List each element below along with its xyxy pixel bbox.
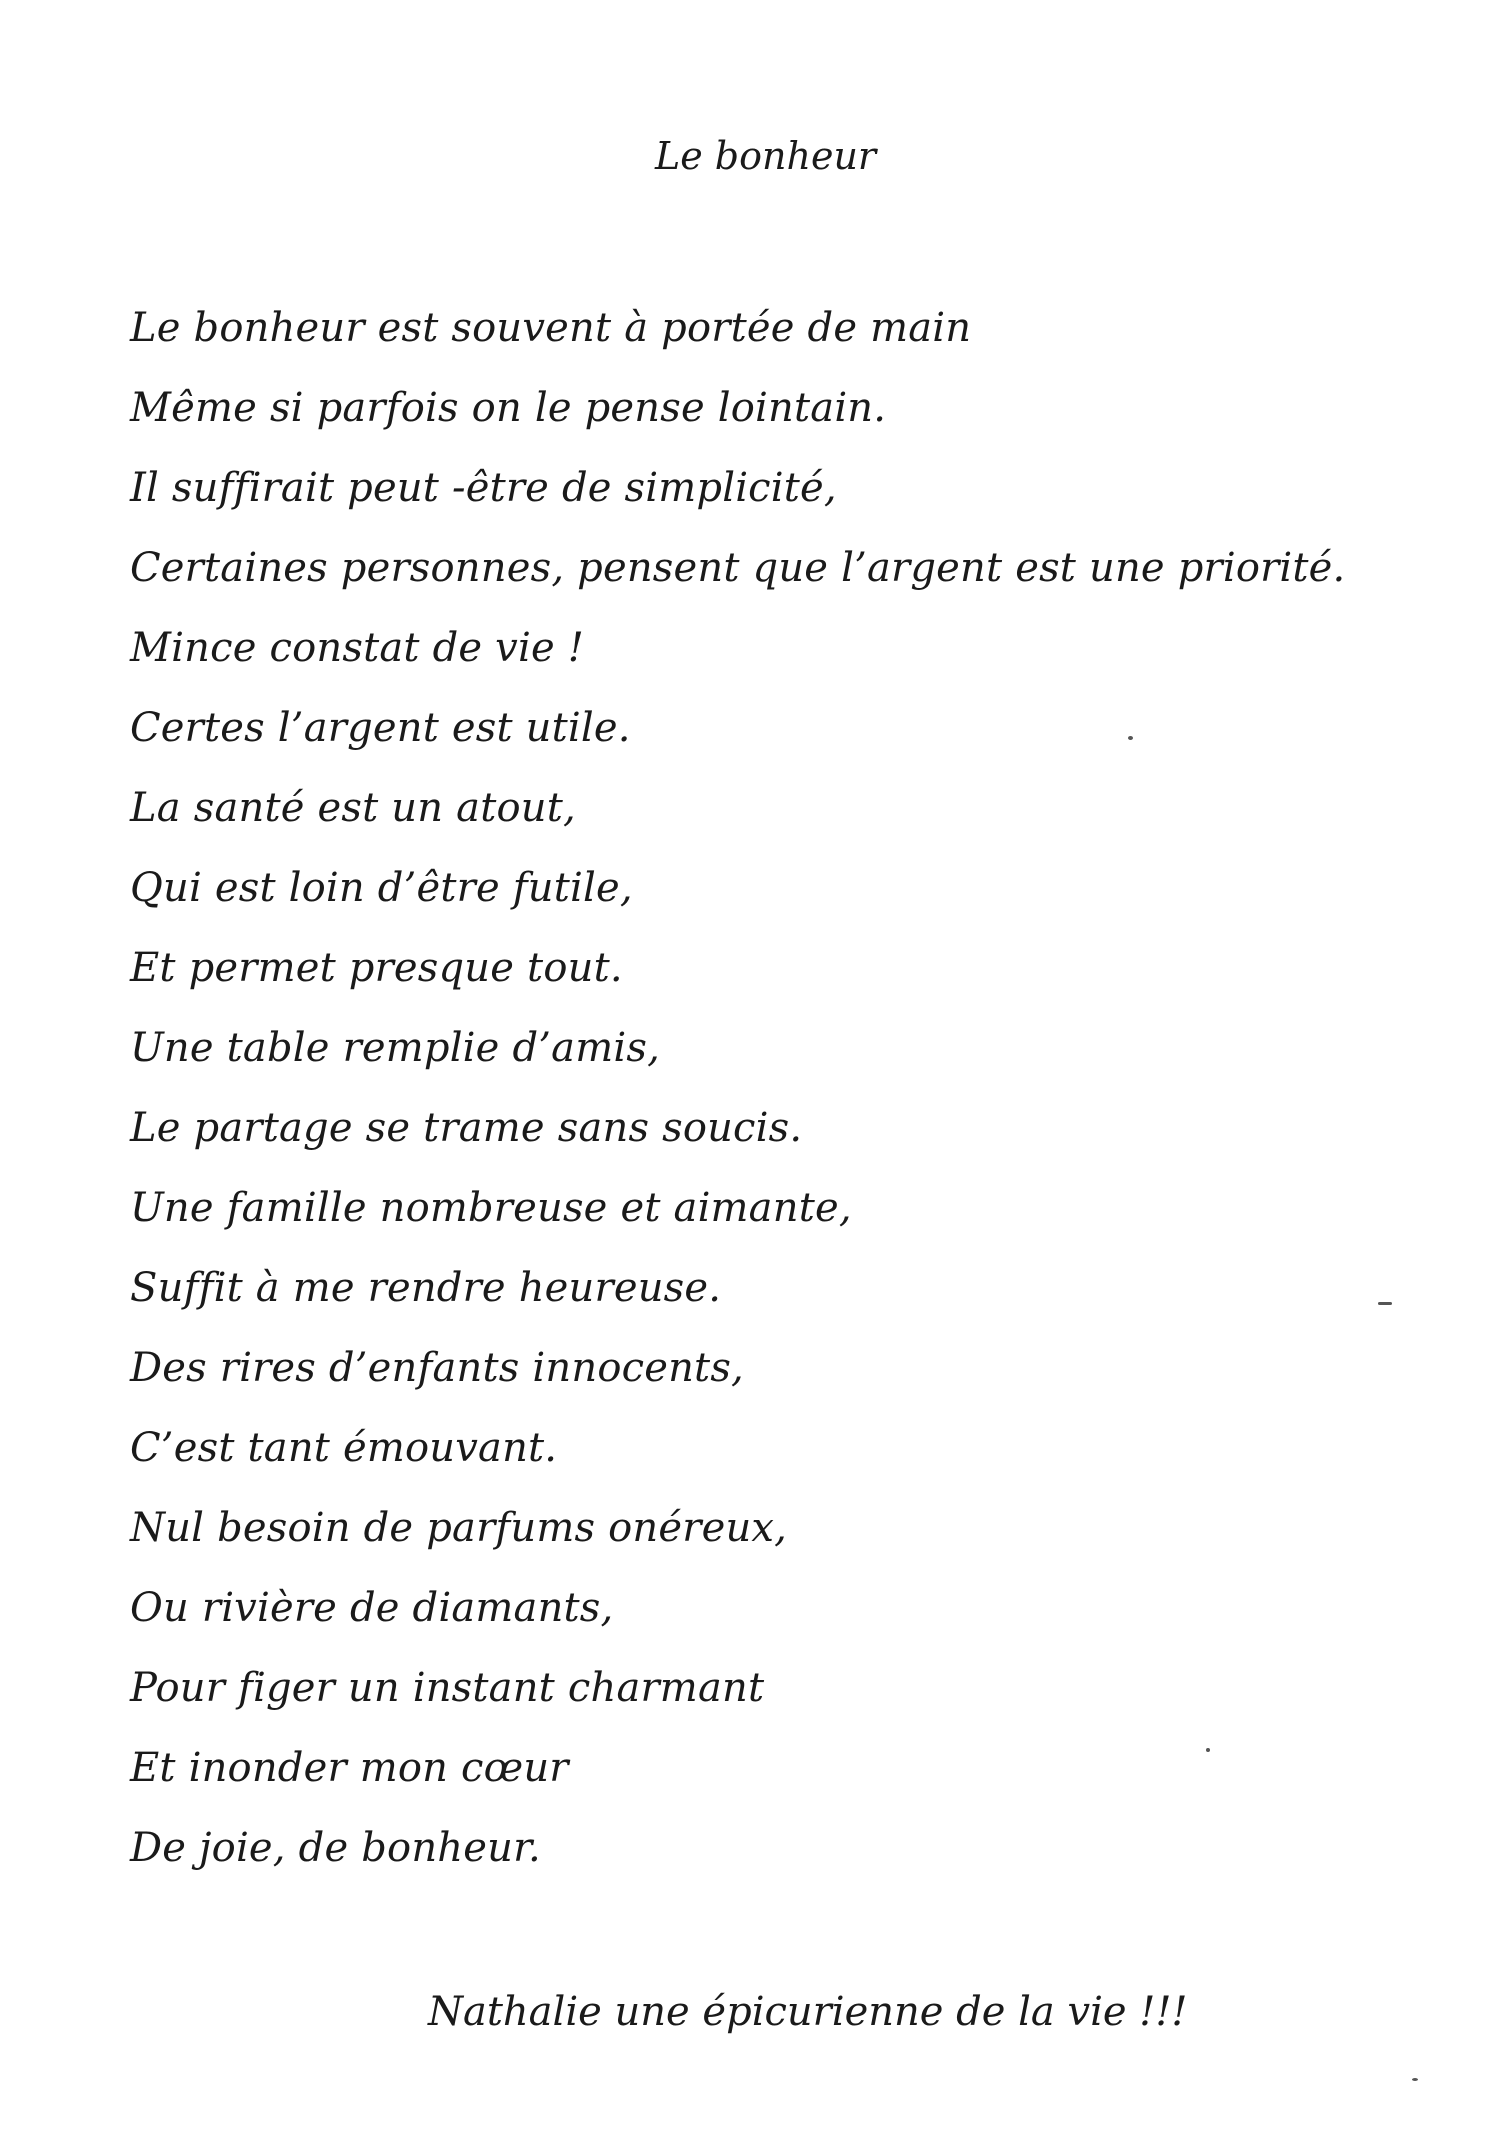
- poem-line: Des rires d’enfants innocents,: [130, 1345, 744, 1391]
- poem-line: Qui est loin d’être futile,: [130, 865, 633, 911]
- poem-line: Et inonder mon cœur: [130, 1745, 569, 1791]
- poem-line: Mince constat de vie !: [130, 625, 585, 671]
- scan-speck: [1128, 736, 1133, 740]
- poem-line: Pour figer un instant charmant: [130, 1665, 765, 1711]
- poem-line: La santé est un atout,: [130, 785, 576, 831]
- poem-line: Une table remplie d’amis,: [130, 1025, 660, 1071]
- poem-line: Certes l’argent est utile.: [130, 705, 631, 751]
- scan-speck: [1206, 1748, 1210, 1752]
- poem-line: Nul besoin de parfums onéreux,: [130, 1505, 788, 1551]
- scan-speck: [1412, 2078, 1418, 2081]
- poem-line: Certaines personnes, pensent que l’argent est une priorité.: [130, 545, 1346, 591]
- scan-speck: [1378, 1302, 1392, 1305]
- poem-title: Le bonheur: [655, 134, 877, 178]
- poem-line: De joie, de bonheur.: [130, 1825, 541, 1871]
- poem-line: Et permet presque tout.: [130, 945, 623, 991]
- poem-line: Même si parfois on le pense lointain.: [130, 385, 887, 431]
- poem-line: Le bonheur est souvent à portée de main: [130, 305, 972, 351]
- poem-line: C’est tant émouvant.: [130, 1425, 558, 1471]
- poem-line: Le partage se trame sans soucis.: [130, 1105, 803, 1151]
- poem-line: Ou rivière de diamants,: [130, 1585, 614, 1631]
- poem-body: [130, 296, 1346, 1896]
- poem-signature: Nathalie une épicurienne de la vie !!!: [428, 1989, 1188, 2035]
- poem-line: Une famille nombreuse et aimante,: [130, 1185, 852, 1231]
- poem-line: Suffit à me rendre heureuse.: [130, 1265, 722, 1311]
- poem-line: Il suffirait peut -être de simplicité,: [130, 465, 837, 511]
